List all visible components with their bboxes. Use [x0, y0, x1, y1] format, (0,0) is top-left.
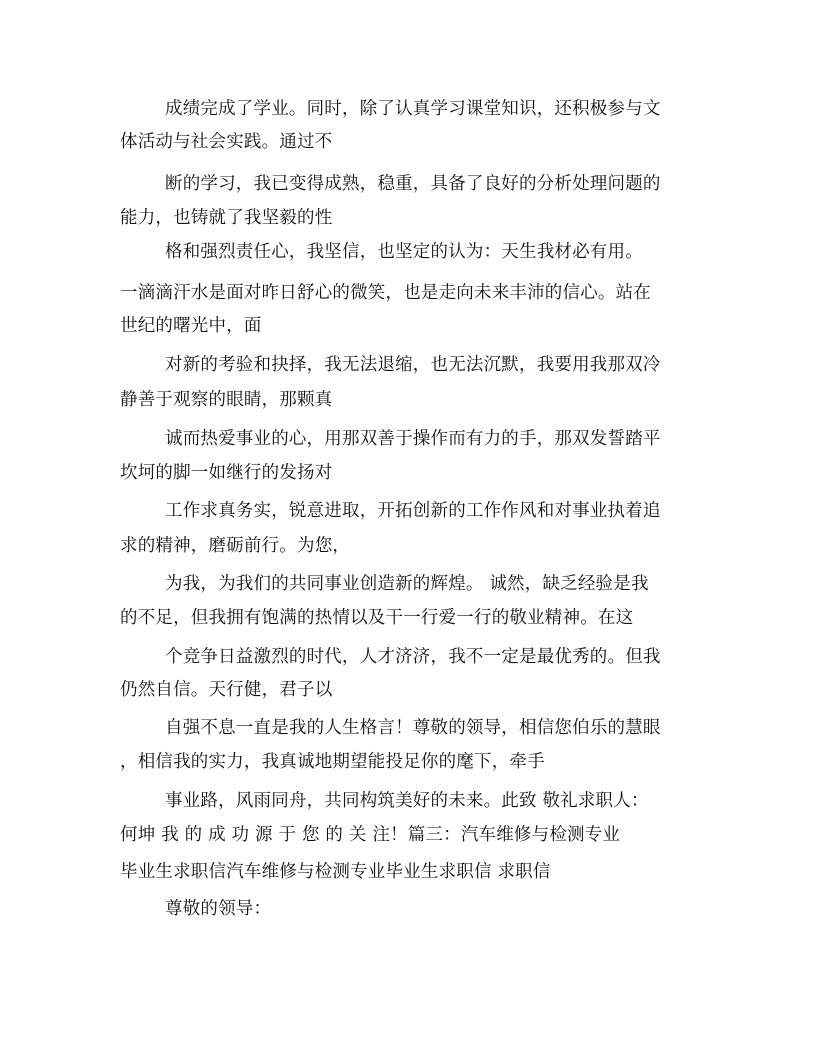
text-line: 事业路，风雨同舟，共同构筑美好的未来。此致 敬礼求职人：: [165, 791, 649, 811]
text-line: 求的精神，磨砺前行。为您，: [120, 536, 351, 556]
text-line: 个竞争日益激烈的时代，人才济济，我不一定是最优秀的。但我: [165, 647, 661, 667]
text-line: 一滴滴汗水是面对昨日舒心的微笑，也是走向未来丰沛的信心。站在: [120, 283, 651, 303]
text-line: 毕业生求职信汽车维修与检测专业毕业生求职信 求职信: [120, 862, 551, 882]
text-line: 自强不息一直是我的人生格言！尊敬的领导，相信您伯乐的慧眼: [165, 718, 661, 738]
text-line: 成绩完成了学业。同时，除了认真学习课堂知识，还积极参与文: [165, 99, 661, 119]
text-line: 尊敬的领导：: [165, 899, 272, 919]
text-line: 对新的考验和抉择，我无法退缩，也无法沉默，我要用我那双冷: [165, 355, 661, 375]
text-line: 坎坷的脚一如继行的发扬对: [120, 463, 333, 483]
text-line: 何坤 我 的 成 功 源 于 您 的 关 注！篇三：汽车维修与检测专业: [120, 825, 621, 845]
text-line: 格和强烈责任心，我坚信，也坚定的认为：天生我材必有用。: [165, 242, 643, 262]
text-line: 体活动与社会实践。通过不: [120, 132, 333, 152]
text-line: 世纪的曙光中，面: [120, 316, 262, 336]
text-line: 诚而热爱事业的心，用那双善于操作而有力的手，那双发誓踏平: [165, 429, 661, 449]
text-line: 能力，也铸就了我坚毅的性: [120, 208, 333, 228]
text-line: 静善于观察的眼睛，那颗真: [120, 390, 333, 410]
text-line: 断的学习，我已变得成熟，稳重，具备了良好的分析处理问题的: [165, 174, 661, 194]
text-line: 仍然自信。天行健，君子以: [120, 680, 333, 700]
text-line: 为我，为我们的共同事业创造新的辉煌。 诚然，缺乏经验是我: [165, 574, 649, 594]
text-line: 工作求真务实，锐意进取，开拓创新的工作作风和对事业执着追: [165, 501, 661, 521]
text-line: ，相信我的实力，我真诚地期望能投足你的麾下，牵手: [120, 752, 545, 772]
text-line: 的不足，但我拥有饱满的热情以及干一行爱一行的敬业精神。在这: [120, 608, 634, 628]
